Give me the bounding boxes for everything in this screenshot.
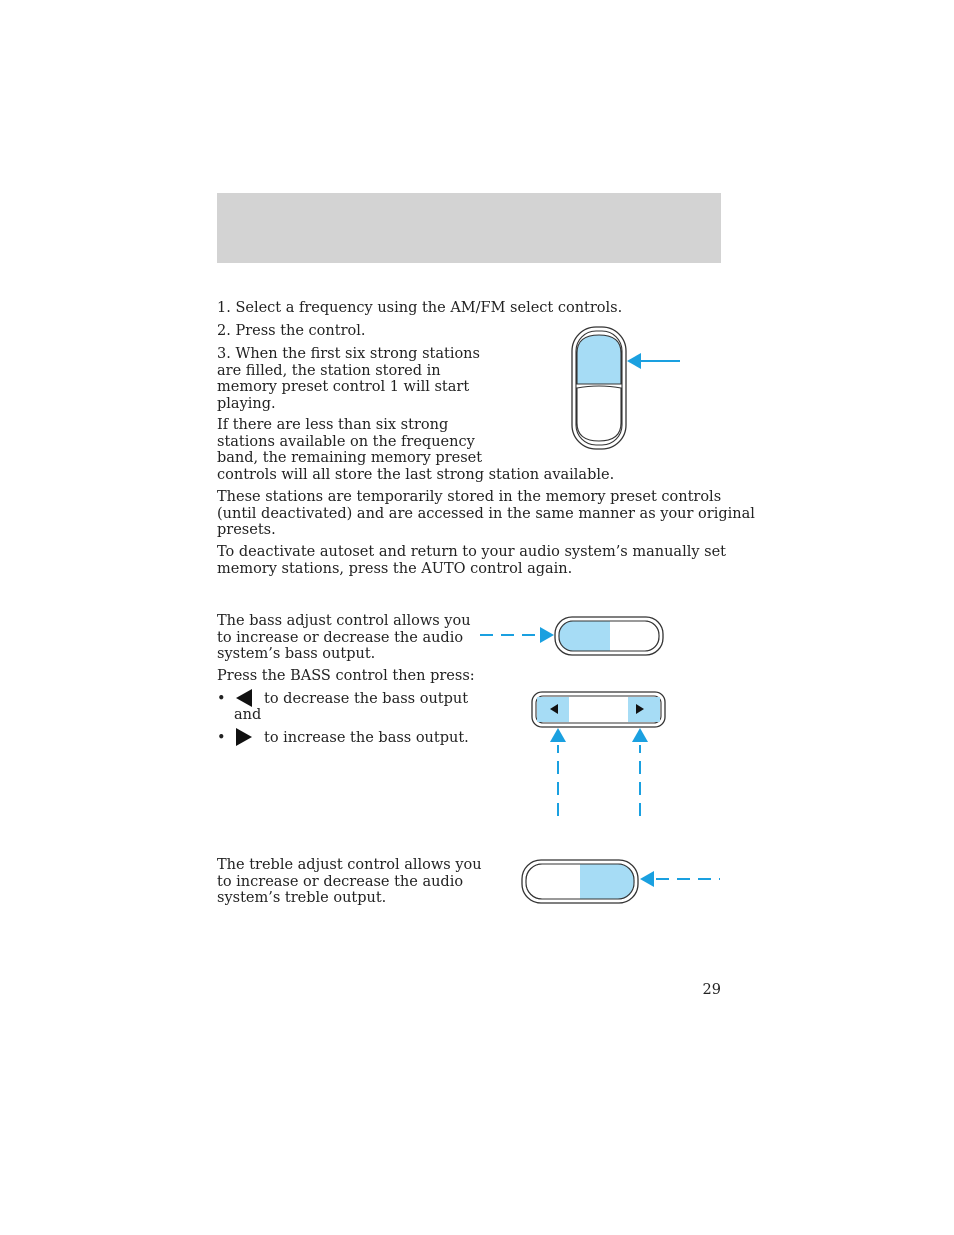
right-pointer-head: [632, 728, 648, 742]
bass-control-illustration: [478, 615, 668, 657]
page-number: 29: [702, 982, 721, 998]
preset-control-lower-button: [577, 386, 621, 441]
bass-pointer-head: [540, 627, 554, 643]
treble-control-illustration: [520, 858, 725, 906]
bass-adjust-rocker-illustration: [530, 690, 670, 820]
left-arrow-icon: [235, 688, 255, 708]
right-arrow-icon: [235, 727, 255, 747]
step-2-text: 2. Press the control.: [217, 323, 366, 339]
treble-intro-text: The treble adjust control allows you to increase or decrease the audio system’s treble output.: [217, 857, 482, 906]
preset-control-illustration: [565, 322, 685, 454]
bass-intro-text: The bass adjust control allows you to increase or decrease the audio system’s bass output.: [217, 613, 471, 662]
bullet-dot: •: [217, 691, 226, 707]
section-header-band: [217, 193, 721, 263]
bullet-dot: •: [217, 730, 226, 746]
bass-control-highlight: [559, 621, 610, 651]
pointer-arrow-head: [627, 353, 641, 369]
deactivate-autoset-text: To deactivate autoset and return to your audio system’s manually set memory stations, press the AUTO control again.: [217, 544, 727, 577]
step-1-text: 1. Select a frequency using the AM/FM select controls.: [217, 300, 623, 316]
temporary-storage-text: These stations are temporarily stored in the memory preset controls (until deactivated) and are accessed in the same manner as your original presets.: [217, 489, 755, 538]
step-3-text: 3. When the first six strong stations are filled, the station stored in memory preset control 1 will start playing.: [217, 346, 480, 412]
preset-control-upper-button: [577, 335, 621, 384]
bass-press-instruction: Press the BASS control then press:: [217, 668, 475, 684]
fewer-stations-text: If there are less than six strong stations available on the frequency band, the remaining memory preset controls will all store the last strong station available.: [217, 417, 615, 483]
rocker-right-segment: [628, 697, 660, 722]
left-pointer-head: [550, 728, 566, 742]
treble-pointer-head: [640, 871, 654, 887]
treble-control-highlight: [580, 864, 634, 899]
